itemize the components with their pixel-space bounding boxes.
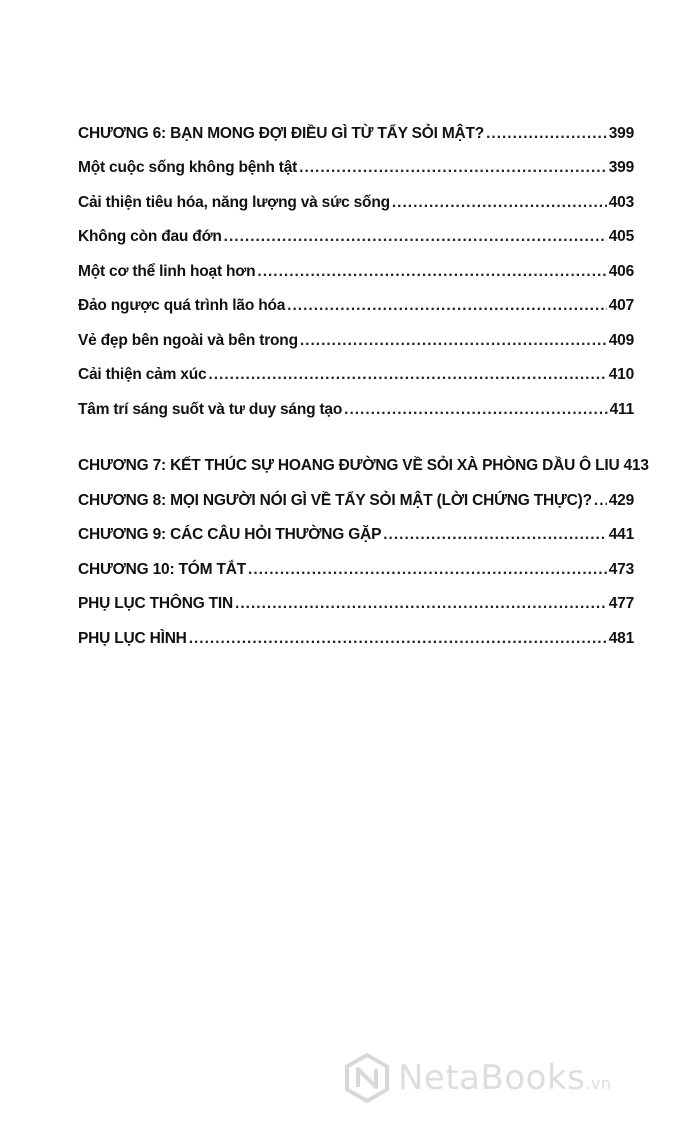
toc-page-number: 473	[608, 560, 634, 578]
toc-entry-appendix-info[interactable]	[78, 579, 634, 614]
toc-page-number: 410	[608, 366, 634, 383]
dot-leader	[189, 630, 607, 648]
dot-leader	[248, 561, 607, 579]
dot-leader	[392, 194, 607, 212]
toc-page-number: 406	[608, 262, 634, 280]
dot-leader	[300, 332, 607, 350]
dot-leader	[299, 159, 607, 177]
toc-entry[interactable]	[78, 246, 634, 281]
toc-title: Một cuộc sống không bệnh tật	[78, 159, 298, 176]
watermark-text	[398, 1058, 612, 1098]
dot-leader	[257, 263, 606, 281]
toc-page-number: 413	[623, 457, 649, 474]
toc-title: Tâm trí sáng suốt và tư duy sáng tạo	[78, 400, 343, 418]
watermark	[342, 1048, 682, 1108]
toc-title: Vẻ đẹp bên ngoài và bên trong	[78, 331, 298, 349]
toc-entry-chapter-6[interactable]	[78, 108, 634, 143]
toc-entry[interactable]	[78, 177, 634, 212]
toc-entry[interactable]	[78, 212, 634, 247]
toc-page-number: 409	[608, 331, 634, 349]
toc-page-number: 399	[608, 124, 634, 142]
toc-entry[interactable]	[78, 350, 634, 385]
table-of-contents	[78, 108, 649, 648]
watermark-brand: NetaBooks	[398, 1058, 586, 1098]
toc-title: CHƯƠNG 9: CÁC CÂU HỎI THƯỜNG GẶP	[78, 526, 382, 543]
toc-entry-appendix-figures[interactable]	[78, 613, 634, 648]
toc-title: PHỤ LỤC THÔNG TIN	[78, 595, 234, 612]
toc-title: Một cơ thể linh hoạt hơn	[78, 262, 256, 280]
toc-entry-chapter-8[interactable]	[78, 475, 634, 510]
toc-page-number: 411	[609, 400, 634, 418]
toc-title: CHƯƠNG 8: MỌI NGƯỜI NÓI GÌ VỀ TẨY SỎI MẬT (LỜI CHỨNG THỰC)?	[78, 491, 592, 509]
toc-page-number: 403	[608, 193, 634, 211]
toc-title: CHƯƠNG 10: TÓM TẮT	[78, 560, 247, 578]
dot-leader	[344, 401, 607, 419]
dot-leader	[208, 366, 606, 384]
toc-page-number: 477	[608, 595, 634, 612]
toc-title: PHỤ LỤC HÌNH	[78, 629, 187, 647]
toc-entry-chapter-10[interactable]	[78, 544, 634, 579]
dot-leader	[235, 595, 607, 613]
dot-leader	[486, 125, 607, 143]
toc-title: CHƯƠNG 7: KẾT THÚC SỰ HOANG ĐƯỜNG VỀ SỎI XÀ PHÒNG DẦU Ô LIU	[78, 457, 620, 474]
toc-entry[interactable]	[78, 281, 634, 316]
dot-leader	[224, 228, 607, 246]
toc-entry-chapter-9[interactable]	[78, 510, 634, 545]
toc-page-number: 407	[608, 297, 634, 314]
toc-entry[interactable]	[78, 384, 634, 419]
toc-title: CHƯƠNG 6: BẠN MONG ĐỢI ĐIỀU GÌ TỪ TẨY SỎI MẬT?	[78, 124, 485, 142]
toc-page-number: 441	[608, 526, 634, 543]
toc-page-number: 429	[608, 491, 634, 509]
toc-title: Đảo ngược quá trình lão hóa	[78, 297, 286, 314]
watermark-suffix: .vn	[585, 1074, 612, 1093]
dot-leader	[383, 526, 606, 544]
toc-entry-chapter-7[interactable]	[78, 441, 649, 476]
toc-entry[interactable]	[78, 143, 634, 178]
netabooks-logo-icon	[342, 1053, 392, 1103]
toc-page-number: 405	[608, 228, 634, 245]
toc-title: Cải thiện tiêu hóa, năng lượng và sức sống	[78, 193, 390, 211]
toc-title: Không còn đau đớn	[78, 228, 222, 245]
dot-leader	[287, 297, 607, 315]
toc-page-number: 481	[608, 629, 634, 647]
toc-entry[interactable]	[78, 315, 634, 350]
toc-title: Cải thiện cảm xúc	[78, 366, 207, 383]
dot-leader	[594, 492, 607, 510]
toc-page-number: 399	[608, 159, 634, 176]
section-spacer	[78, 419, 634, 441]
